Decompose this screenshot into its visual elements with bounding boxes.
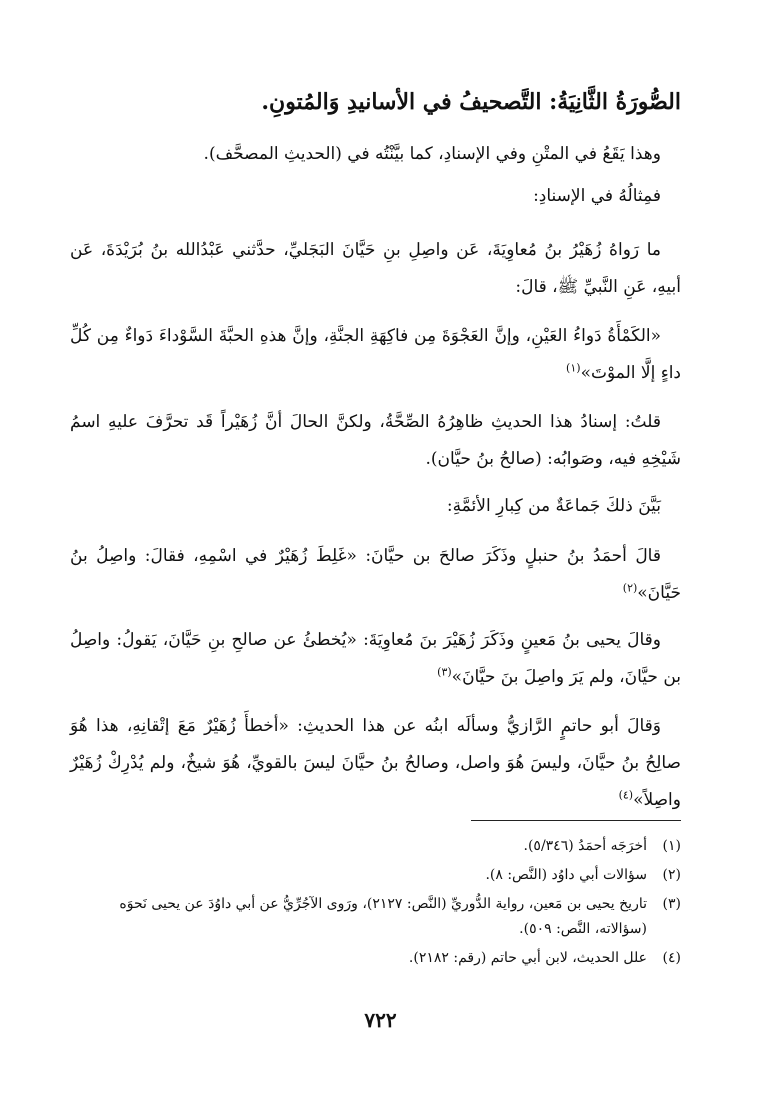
footnote-number: (١): [662, 838, 681, 854]
paragraph-comment: [70, 404, 681, 478]
paragraph-intro-text: وهذا يَقَعُ في المتْنِ وفي الإسنادِ، كما بيَّنْتُه في (الحديثِ المصحَّف).: [203, 144, 661, 164]
footnote-item: [70, 892, 681, 942]
footnotes-list: [70, 834, 681, 975]
footnote-text: سؤالات أبي داوُد (النَّص: ٨).: [485, 867, 647, 883]
page-number: ٧٢٢: [364, 1008, 397, 1032]
footnote-text: علل الحديث، لابن أبي حاتم (رقم: ٢١٨٢).: [408, 950, 647, 966]
paragraph-comment-text: قلتُ: إسنادُ هذا الحديثِ ظاهِرُهُ الصِّحَّةُ، ولكنَّ الحالَ أنَّ زُهَيْراً قَد تحرَّفَ عليهِ اسمُ شَيْخِهِ فيه، وصَوابُه: (صالحُ بنُ حيَّان).: [70, 412, 681, 469]
paragraph-example-label-text: فمِثالُهُ في الإسنادِ:: [533, 186, 661, 206]
footnote-item: [70, 946, 681, 971]
footnote-ref-1: (١): [566, 361, 581, 375]
paragraph-ahmad-quote: [70, 538, 681, 612]
paragraph-ibn-maeen-quote: [70, 622, 681, 696]
footnote-ref-4: (٤): [618, 788, 634, 802]
footnote-item: [70, 863, 681, 888]
paragraph-ibn-maeen-quote-text: وقالَ يحيى بنُ مَعينٍ وذَكَرَ زُهَيْرَ بنَ مُعاوِيَةَ: «يُخطئُ عن صالحِ بنِ حَيَّانَ، يَقولُ: واصِلُ بن حيَّانَ، ولم يَرَ واصِلَ بنَ حيَّانَ»: [70, 630, 681, 687]
paragraph-imams-intro: [70, 488, 681, 525]
footnote-number: (٤): [662, 950, 681, 966]
footnote-ref-2: (٢): [622, 581, 638, 595]
footnote-text: أخرَجَه أحمَدُ (٥/٣٤٦).: [523, 838, 647, 854]
paragraph-hadith-text: [70, 318, 681, 392]
footnote-divider: [471, 820, 681, 821]
paragraph-intro: [70, 136, 681, 173]
paragraph-ahmad-quote-text: قالَ أحمَدُ بنُ حنبلٍ وذَكَرَ صالحَ بن حيَّانَ: «غَلِطَ زُهَيْرٌ في اسْمِهِ، فقالَ: واصِلُ بنُ حَيَّانَ»: [70, 546, 681, 603]
footnote-number: (٣): [662, 896, 681, 912]
paragraph-hadith-quote: «الكَمْأَةُ دَواءُ العَيْنِ، وإنَّ العَجْوَةَ مِن فاكِهَةِ الجنَّةِ، وإنَّ هذهِ الحبَّةَ السَّوْداءَ دَواءٌ مِن كُلِّ داءٍ إلَّا الموْتَ»: [70, 326, 681, 383]
footnote-text: تاريخ يحيى بن مَعين، رواية الدُّوريِّ (النَّص: ٢١٢٧)، ورَوى الآجُرِّيُّ عن أبي داوُدَ عن يحيى نَحوَه (سؤالاته، النَّص: ٥٠٩).: [119, 896, 647, 937]
footnote-ref-3: (٣): [437, 665, 452, 679]
paragraph-isnad: [70, 232, 681, 306]
footnote-number: (٢): [662, 867, 681, 883]
paragraph-example-label: [70, 178, 681, 215]
section-heading: الصُّورَةُ الثَّانِيَةُ: التَّصحيفُ في الأسانيدِ وَالمُتونِ.: [261, 89, 681, 115]
paragraph-imams-intro-text: بَيَّنَ ذلكَ جَماعَةٌ من كِبارِ الأئمَّةِ:: [446, 496, 661, 516]
footnote-item: [70, 834, 681, 859]
paragraph-abu-hatim-quote: [70, 708, 681, 819]
paragraph-isnad-text: ما رَواهُ زُهَيْرُ بنُ مُعاوِيَةَ، عَن واصِلِ بنِ حَيَّانَ البَجَليِّ، حدَّثني عَبْدُالله بنُ بُرَيْدَةَ، عَن أبيهِ، عَنِ النَّبيِّ ﷺ، قالَ:: [70, 240, 681, 297]
paragraph-abu-hatim-quote-text: وَقالَ أبو حاتمٍ الرَّازيُّ وسألَه ابنُه عن هذا الحديثِ: «أخطأَ زُهَيْرٌ مَعَ إتْقانِهِ، هذا هُوَ صالِحُ بنُ حيَّانَ، وليسَ هُوَ واصل، وصالحُ بنُ حيَّانَ ليسَ بالقويِّ، هُوَ شيخٌ، ولم يُدْرِكْ زُهَيْرٌ واصِلاً»: [70, 716, 681, 810]
